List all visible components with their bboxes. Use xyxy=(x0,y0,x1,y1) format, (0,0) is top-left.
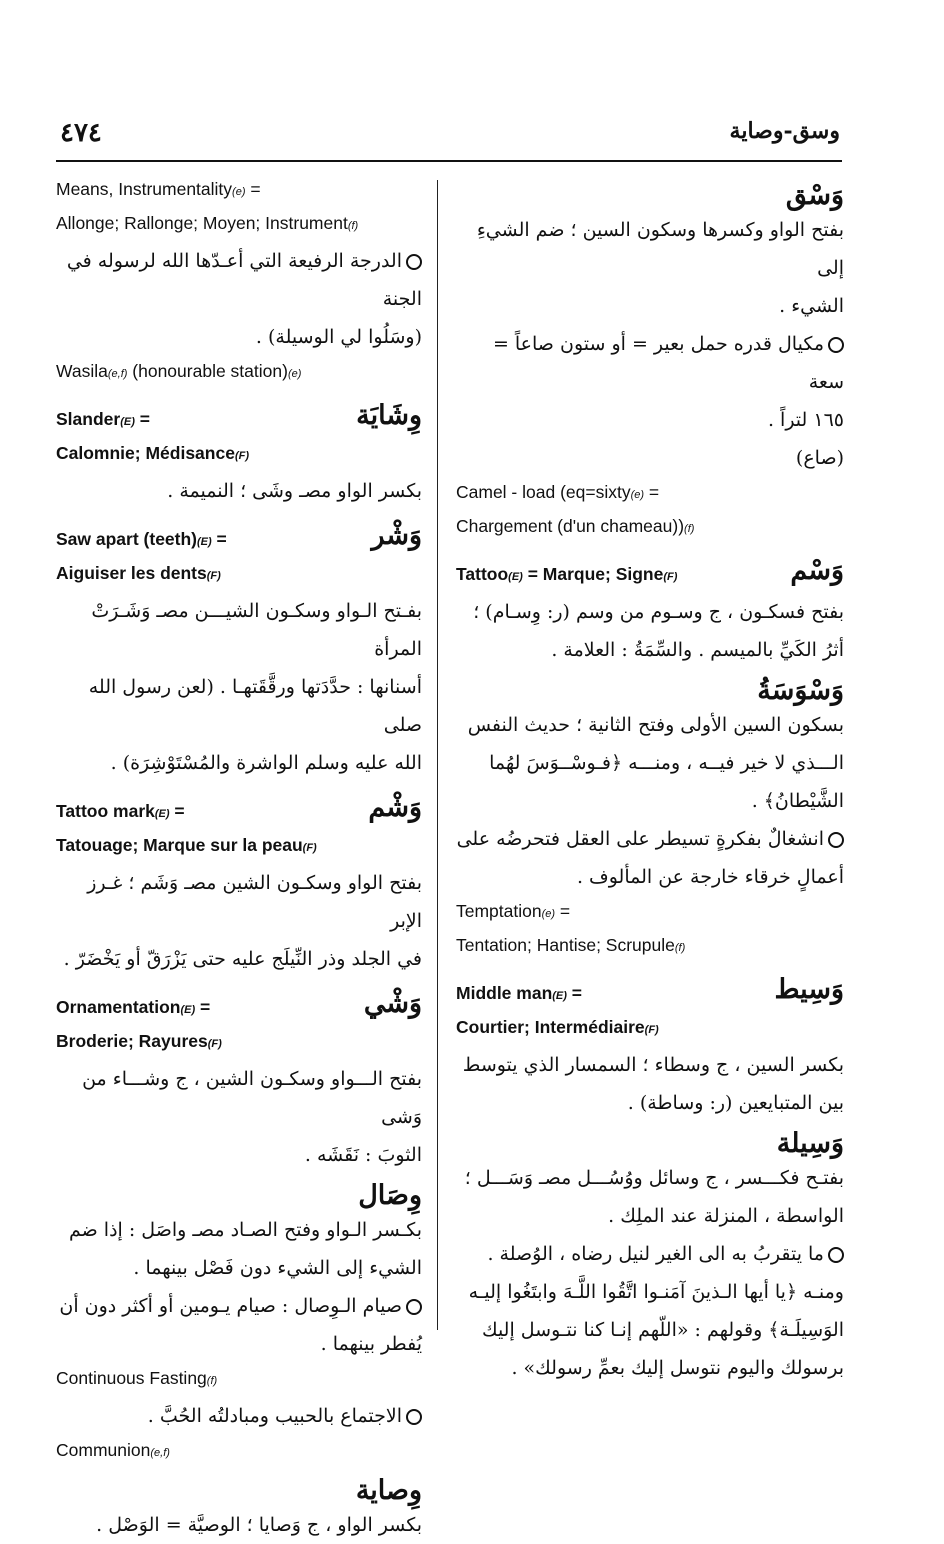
definition-text: برسولك واليوم نتوسل إليك بعمِّ رسولك» . xyxy=(511,1357,844,1379)
arabic-definition xyxy=(456,211,844,287)
arabic-definition xyxy=(456,631,844,669)
french-equivalent: Courtier; Intermédiaire(F) xyxy=(456,1017,659,1037)
headword: وَشْر xyxy=(371,520,422,551)
page-header xyxy=(60,118,840,158)
english-gloss: Means, Instrumentality(e) = xyxy=(56,179,261,199)
arabic-definition xyxy=(56,1397,422,1435)
arabic-definition xyxy=(456,1159,844,1197)
headword: وَسْم xyxy=(790,555,844,586)
english-equivalent: Tattoo mark(E) = xyxy=(56,801,185,821)
running-title: وسق-وصاية xyxy=(729,118,840,144)
arabic-definition xyxy=(56,1136,422,1174)
definition-text: بفتـح فكـــسر ، ج وسائل ووُسُـــل مصـ وَسَـــل ؛ xyxy=(464,1167,844,1189)
headword: وَسِيط xyxy=(774,974,844,1005)
entry-heading xyxy=(56,792,422,864)
entry-heading xyxy=(56,988,422,1060)
arabic-definition xyxy=(456,1046,844,1084)
entry-heading xyxy=(456,974,844,1046)
arabic-definition xyxy=(456,820,844,858)
english-gloss: Wasila(e,f) (honourable station)(e) xyxy=(56,361,302,381)
definition-text: ١٦٥ لتراً . xyxy=(767,409,844,431)
english-equivalent: Middle man(E) = xyxy=(456,983,583,1003)
headword: وَسْوَسَةُ xyxy=(757,675,844,706)
entry-heading xyxy=(56,520,422,592)
definition-text: بفتح الـــواو وسكـون الشين ، ج وشـــاء من وَشى xyxy=(82,1068,422,1128)
arabic-definition xyxy=(456,782,844,820)
left-column xyxy=(56,174,422,1544)
arabic-definition xyxy=(56,668,422,744)
arabic-definition xyxy=(56,242,422,318)
english-equivalent: Saw apart (teeth)(E) = xyxy=(56,529,227,549)
headword: وَسْق xyxy=(785,180,844,211)
definition-text: بفتح الواو وسكـون الشين مصـ وَشَم ؛ غـرز الإبر xyxy=(87,872,422,932)
french-equivalent: Tatouage; Marque sur la peau(F) xyxy=(56,835,317,855)
definition-text: مكيال قدره حمل بعير = أو ستون صاعاً = سعة xyxy=(492,333,844,393)
column-divider xyxy=(437,180,438,1330)
arabic-definition xyxy=(456,1235,844,1273)
english-gloss: Chargement (d'un chameau))(f) xyxy=(456,516,695,536)
definition-text: الله عليه وسلم الواشرة والمُسْتَوْشِرَة) . xyxy=(110,752,422,774)
entry-heading xyxy=(56,400,422,472)
english-equivalent: Tattoo(E) = Marque; Signe(F) xyxy=(456,564,678,584)
arabic-definition xyxy=(456,439,844,477)
definition-text: أعمالٍ خرقاء خارجة عن المألوف . xyxy=(576,866,844,888)
page-number: ٤٧٤ xyxy=(60,118,102,148)
definition-text: الاجتماع بالحبيب ومبادلتُه الحُبَّ . xyxy=(147,1405,402,1427)
definition-text: (وسَلُوا لي الوسيلة) . xyxy=(255,326,422,348)
header-rule xyxy=(56,160,842,162)
definition-text: بين المتبايعين (ر: وساطة) . xyxy=(627,1092,844,1114)
english-equivalent: Ornamentation(E) = xyxy=(56,997,211,1017)
circle-bullet-icon xyxy=(406,1299,422,1315)
definition-text: الثوبَ : نَقَشَه . xyxy=(304,1144,422,1166)
definition-text: بكسر السين ، ج وسطاء ؛ السمسار الذي يتوسط xyxy=(462,1054,844,1076)
arabic-definition xyxy=(456,1273,844,1311)
arabic-definition xyxy=(456,401,844,439)
definition-text: في الجلد وذر النِّيلَج عليه حتى يَزْرَقّ أو يَخْضَرّ . xyxy=(63,948,422,970)
arabic-definition xyxy=(456,1084,844,1122)
french-equivalent: Calomnie; Médisance(F) xyxy=(56,443,249,463)
definition-text: الواسطة ، المنزلة عند الملِك . xyxy=(608,1205,844,1227)
arabic-definition xyxy=(456,593,844,631)
arabic-definition xyxy=(456,706,844,744)
arabic-definition xyxy=(56,472,422,510)
arabic-definition xyxy=(56,592,422,668)
definition-text: الـــذي لا خير فيــه ، ومنـــه ﴿فـوسْــوَسَ لهُما xyxy=(489,752,844,774)
arabic-definition xyxy=(456,1311,844,1349)
headword: وِصاية xyxy=(355,1475,422,1506)
definition-text: بفـتح الـواو وسكـون الشيـــن مصـ وَشَـرَتْ المرأة xyxy=(91,600,422,660)
arabic-definition xyxy=(456,325,844,401)
headword: وَشْي xyxy=(363,988,422,1019)
arabic-definition xyxy=(456,287,844,325)
arabic-definition xyxy=(56,744,422,782)
definition-text: بكسر الواو مصـ وشَى ؛ النميمة . xyxy=(167,480,422,502)
definition-text: الدرجة الرفيعة التي أعـدّها الله لرسوله في الجنة xyxy=(66,250,422,310)
right-column xyxy=(456,174,844,1387)
arabic-definition xyxy=(56,1506,422,1544)
definition-text: ومنـه ﴿يا أيها الـذينَ آمَنـوا اتَّقُوا اللَّـهَ وابتَغُوا إليـه xyxy=(468,1281,844,1303)
arabic-definition xyxy=(56,864,422,940)
headword: وَسِيلة xyxy=(776,1128,844,1159)
english-gloss: Communion(e,f) xyxy=(56,1440,170,1460)
arabic-definition xyxy=(56,318,422,356)
definition-text: ما يتقربُ به الى الغير لنيل رضاه ، الوُصلة . xyxy=(487,1243,824,1265)
french-equivalent: Broderie; Rayures(F) xyxy=(56,1031,222,1051)
definition-text: بفتح الواو وكسرها وسكون السين ؛ ضم الشيءِ إلى xyxy=(476,219,844,279)
english-gloss: Allonge; Rallonge; Moyen; Instrument(f) xyxy=(56,213,359,233)
headword: وِصَال xyxy=(358,1180,422,1211)
definition-text: بكسر الواو ، ج وَصايا ؛ الوصيَّة = الوَصْل . xyxy=(96,1514,422,1536)
definition-text: انشغالٌ بفكرةٍ تسيطر على العقل فتحرضُه على xyxy=(456,828,824,850)
definition-text: الوَسِيلَـة﴾ وقولهم : «اللّهم إنـا كنا نتـوسل إليك xyxy=(481,1319,844,1341)
definition-text: الشيء . xyxy=(779,295,844,317)
arabic-definition xyxy=(56,1060,422,1136)
definition-text: بسكون السين الأولى وفتح الثانية ؛ حديث النفس xyxy=(467,714,844,736)
definition-text: الشيء إلى الشيء دون فَصْل بينهما . xyxy=(133,1257,422,1279)
definition-text: بكـسر الـواو وفتح الصـاد مصـ واصَل : إذا ضم xyxy=(68,1219,422,1241)
arabic-definition xyxy=(456,858,844,896)
entry-heading xyxy=(456,555,844,593)
circle-bullet-icon xyxy=(828,1247,844,1263)
english-gloss: Tentation; Hantise; Scrupule(f) xyxy=(456,935,686,955)
english-gloss: Continuous Fasting(f) xyxy=(56,1368,218,1388)
arabic-definition xyxy=(56,1249,422,1287)
definition-text: الشَّيْطانُ﴾ . xyxy=(751,790,844,812)
arabic-definition xyxy=(456,1349,844,1387)
arabic-definition xyxy=(56,1287,422,1325)
definition-text: (صاع) xyxy=(795,447,844,469)
arabic-definition xyxy=(56,1325,422,1363)
definition-text: صيام الـوِصال : صيام يـومين أو أكثر دون أن xyxy=(59,1295,402,1317)
circle-bullet-icon xyxy=(828,337,844,353)
arabic-definition xyxy=(56,1211,422,1249)
circle-bullet-icon xyxy=(406,1409,422,1425)
arabic-definition xyxy=(56,940,422,978)
english-gloss: Camel - load (eq=sixty(e) = xyxy=(456,482,660,502)
headword: وِشَايَة xyxy=(356,400,422,431)
circle-bullet-icon xyxy=(406,254,422,270)
headword: وَشْم xyxy=(368,792,422,823)
english-equivalent: Slander(E) = xyxy=(56,409,150,429)
french-equivalent: Aiguiser les dents(F) xyxy=(56,563,221,583)
arabic-definition xyxy=(456,1197,844,1235)
definition-text: بفتح فسكـون ، ج وسـوم من وسم (ر: وِسـام) ؛ xyxy=(473,601,844,623)
circle-bullet-icon xyxy=(828,832,844,848)
definition-text: يُفطر بينهما . xyxy=(320,1333,422,1355)
definition-text: أسنانها : حدَّدَتها ورقَّقَتهـا . (لعن رسول الله صلى xyxy=(88,676,422,736)
arabic-definition xyxy=(456,744,844,782)
english-gloss: Temptation(e) = xyxy=(456,901,571,921)
definition-text: أثرُ الكَيِّ بالميسم . والسِّمَةُ : العلامة . xyxy=(551,639,844,661)
